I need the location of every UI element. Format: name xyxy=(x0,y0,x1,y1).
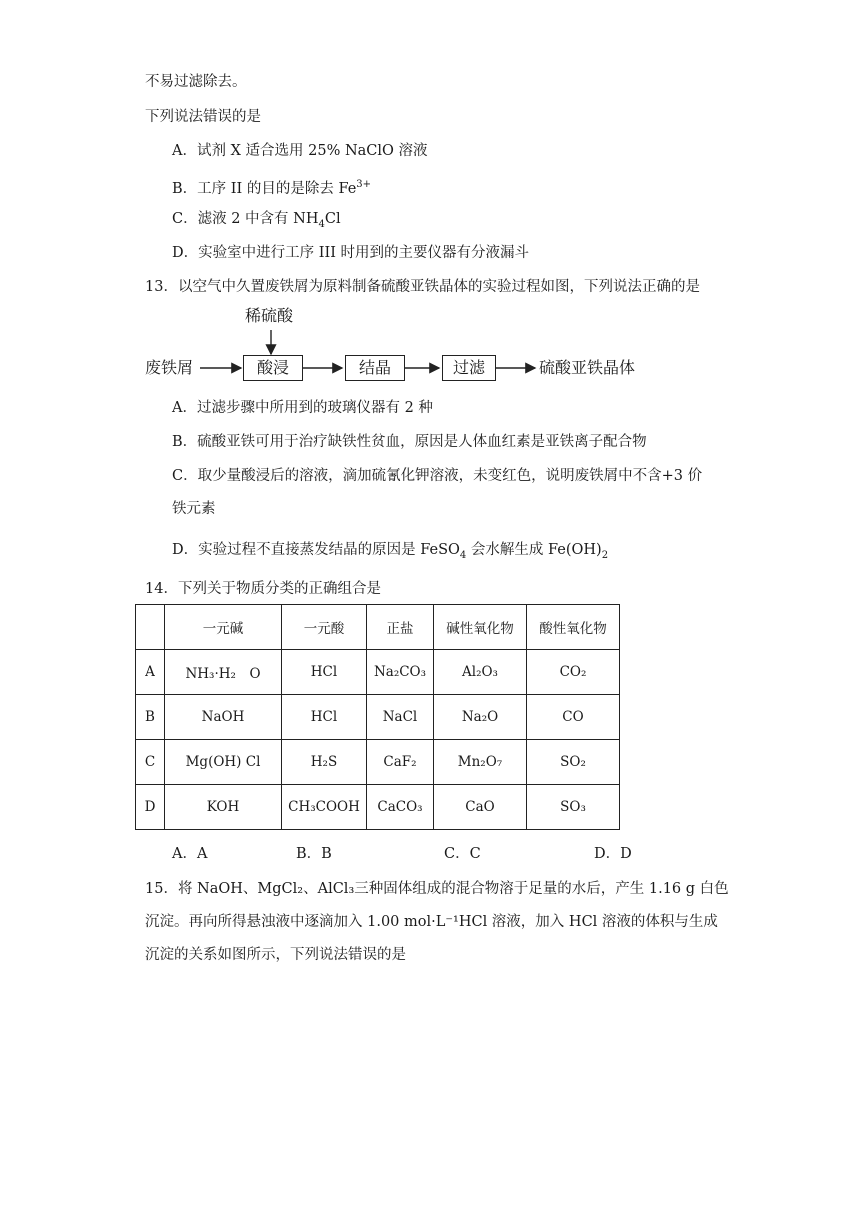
table-cell: SO₂ xyxy=(527,740,620,785)
table-header-cell: 酸性氧化物 xyxy=(527,605,620,650)
q14-stem: 14．下列关于物质分类的正确组合是 xyxy=(145,581,381,597)
q14-answer-d: D．D xyxy=(594,846,632,862)
table-header-cell: 一元碱 xyxy=(165,605,282,650)
q13-option-b: B．硫酸亚铁可用于治疗缺铁性贫血，原因是人体血红素是亚铁离子配合物 xyxy=(172,434,647,450)
q13-option-c-line1: C．取少量酸浸后的溶液，滴加硫氰化钾溶液，未变红色，说明废铁屑中不含+3 价 xyxy=(172,468,703,484)
q13-stem: 13．以空气中久置废铁屑为原料制备硫酸亚铁晶体的实验过程如图，下列说法正确的是 xyxy=(145,279,700,295)
table-row xyxy=(136,740,620,785)
table-cell: CaCO₃ xyxy=(367,785,434,830)
q12-option-d: D．实验室中进行工序 III 时用到的主要仪器有分液漏斗 xyxy=(172,245,530,261)
classification-table xyxy=(135,604,620,830)
table-cell: SO₃ xyxy=(527,785,620,830)
table-cell: CO xyxy=(527,695,620,740)
q14-answer-b: B．B xyxy=(296,846,332,862)
table-row xyxy=(136,650,620,695)
table-cell: Na₂O xyxy=(434,695,527,740)
q15-line3: 沉淀的关系如图所示，下列说法错误的是 xyxy=(145,947,406,963)
diagram-start-label: 废铁屑 xyxy=(145,358,194,377)
table-header-cell: 碱性氧化物 xyxy=(434,605,527,650)
table-header-row xyxy=(136,605,620,650)
table-row xyxy=(136,695,620,740)
q12-option-c-pre: C．滤液 2 中含有 NH xyxy=(172,211,319,227)
q15-line1: 15．将 NaOH、MgCl₂、AlCl₃三种固体组成的混合物溶于足量的水后，产生 1.16 g 白色 xyxy=(145,881,729,897)
table-cell: Mn₂O₇ xyxy=(434,740,527,785)
q12-option-c-sub: 4 xyxy=(318,218,325,230)
diagram-step-crystallize: 结晶 xyxy=(345,355,405,381)
table-cell: CO₂ xyxy=(527,650,620,695)
table-cell: NH₃·H₂ O xyxy=(165,650,282,695)
table-cell: A xyxy=(136,650,165,695)
table-cell: CaF₂ xyxy=(367,740,434,785)
q13-option-d-sub1: 4 xyxy=(459,549,467,561)
table-cell: H₂S xyxy=(282,740,367,785)
intro-tail-text: 不易过滤除去。 xyxy=(145,74,247,90)
q13-option-d xyxy=(172,540,608,566)
q13-option-d-pre: D．实验过程不直接蒸发结晶的原因是 FeSO xyxy=(172,542,460,558)
q12-option-c-post: Cl xyxy=(324,211,341,227)
diagram-step-filter: 过滤 xyxy=(442,355,496,381)
q14-answer-c: C．C xyxy=(444,846,481,862)
q15-line2: 沉淀。再向所得悬浊液中逐滴加入 1.00 mol·L⁻¹HCl 溶液，加入 HCl 溶液的体积与生成 xyxy=(145,914,718,930)
table-cell: D xyxy=(136,785,165,830)
table-cell: Al₂O₃ xyxy=(434,650,527,695)
q12-option-b-text: B．工序 II 的目的是除去 Fe xyxy=(172,180,357,197)
q13-option-c-line2: 铁元素 xyxy=(172,501,216,517)
diagram-reagent-label: 稀硫酸 xyxy=(245,306,294,325)
q12-stem: 下列说法错误的是 xyxy=(145,109,261,125)
table-header-cell: 正盐 xyxy=(367,605,434,650)
table-cell: CH₃COOH xyxy=(282,785,367,830)
table-cell: B xyxy=(136,695,165,740)
table-header-cell xyxy=(136,605,165,650)
table-cell: Mg(OH) Cl xyxy=(165,740,282,785)
table-cell: C xyxy=(136,740,165,785)
table-cell: KOH xyxy=(165,785,282,830)
q12-option-c xyxy=(172,209,341,235)
table-cell: Na₂CO₃ xyxy=(367,650,434,695)
q13-option-d-sub2: 2 xyxy=(601,549,609,561)
q12-option-b-sup: 3+ xyxy=(356,179,372,190)
table-cell: NaCl xyxy=(367,695,434,740)
diagram-product-label: 硫酸亚铁晶体 xyxy=(539,358,636,377)
table-row xyxy=(136,785,620,830)
table-cell: HCl xyxy=(282,695,367,740)
diagram-step-acid-leach: 酸浸 xyxy=(243,355,303,381)
table-header-cell: 一元酸 xyxy=(282,605,367,650)
table-cell: CaO xyxy=(434,785,527,830)
q12-option-a: A．试剂 X 适合选用 25% NaClO 溶液 xyxy=(172,143,428,159)
q13-process-diagram xyxy=(145,300,665,390)
q13-option-d-mid: 会水解生成 Fe(OH) xyxy=(466,542,602,558)
q14-answer-a: A．A xyxy=(172,846,208,862)
table-cell: HCl xyxy=(282,650,367,695)
q12-option-b xyxy=(172,175,371,199)
q13-option-a: A．过滤步骤中所用到的玻璃仪器有 2 种 xyxy=(172,400,433,416)
table-cell: NaOH xyxy=(165,695,282,740)
